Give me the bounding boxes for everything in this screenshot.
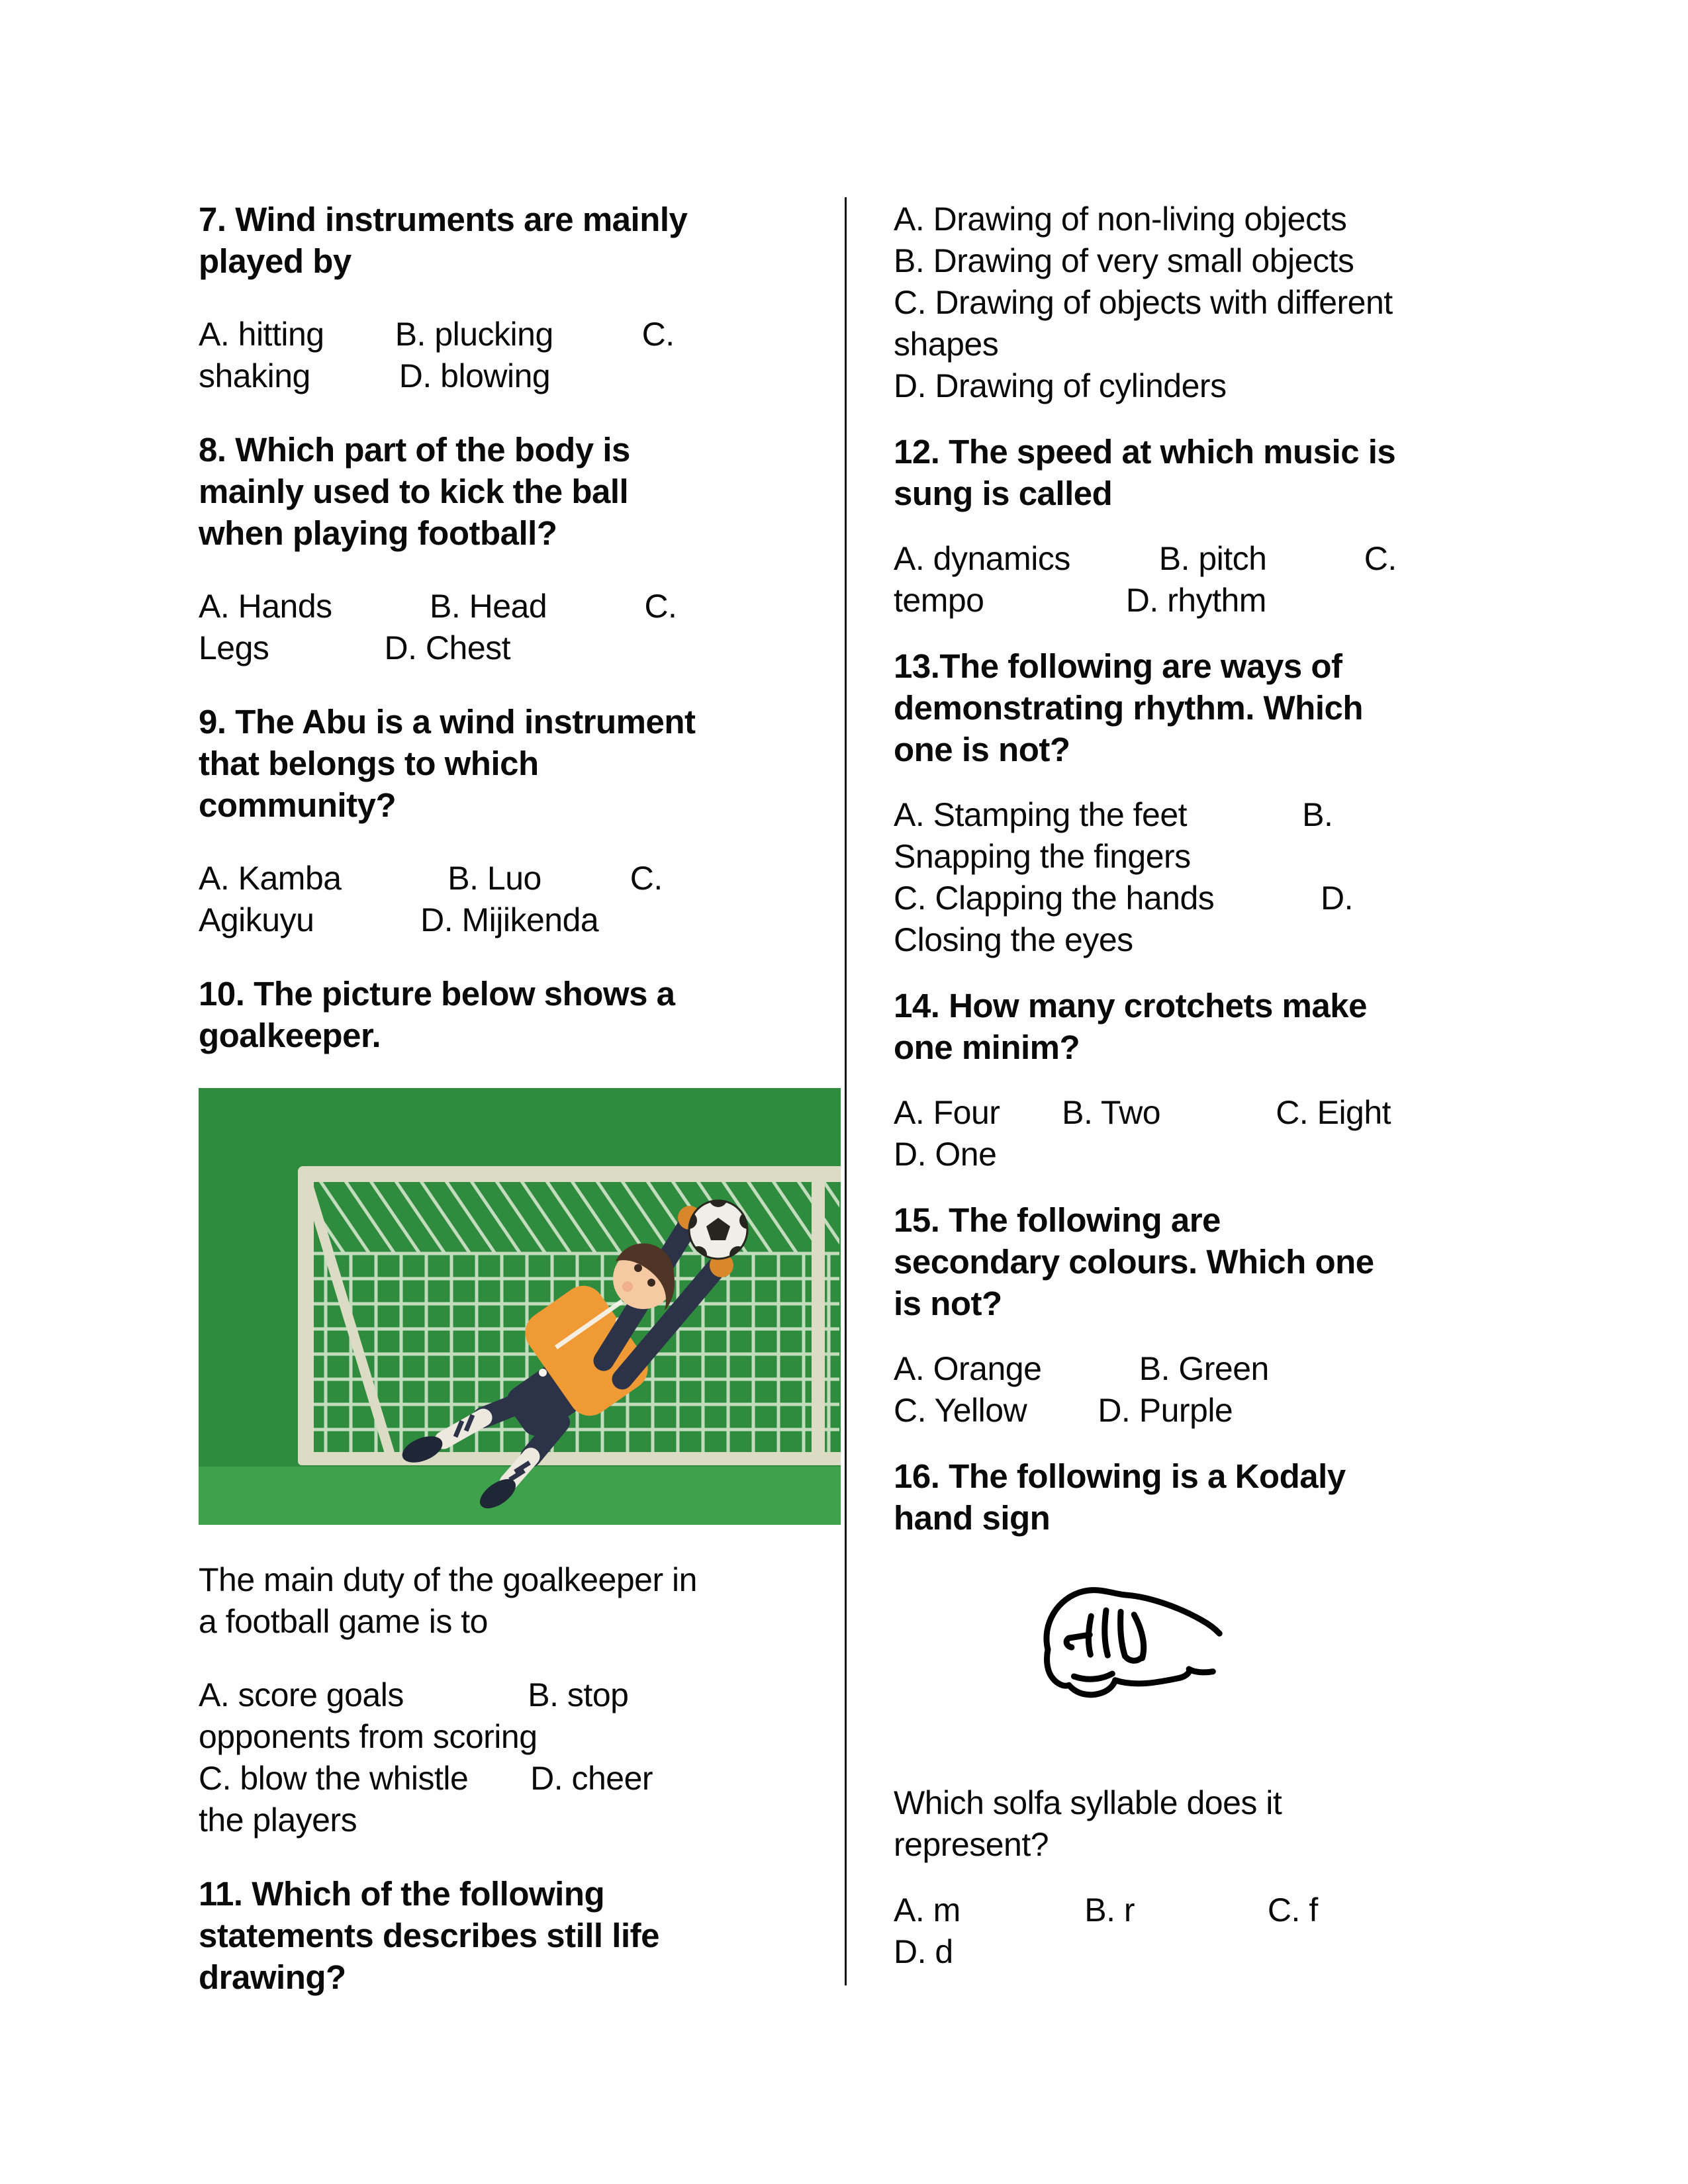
question-13-line: one is not? (894, 731, 1070, 768)
question-15-stem (894, 1199, 1493, 1324)
question-16-line: hand sign (894, 1499, 1051, 1537)
answer-line: D. d (894, 1933, 953, 1970)
question-11-line: 11. Which of the following (199, 1875, 605, 1913)
question-7-options (199, 314, 847, 397)
answer-line: D. One (894, 1136, 997, 1173)
question-8-line: 8. Which part of the body is (199, 431, 630, 469)
question-11-stem (199, 1873, 847, 1998)
answer-line: Closing the eyes (894, 921, 1133, 958)
text-line: Which solfa syllable does it (894, 1784, 1282, 1821)
question-11-line: statements describes still life (199, 1917, 659, 1954)
answer-line: tempo D. rhythm (894, 582, 1266, 619)
question-7-stem (199, 199, 847, 282)
answer-line: C. Yellow D. Purple (894, 1392, 1233, 1429)
answer-line: A. Orange B. Green (894, 1350, 1269, 1387)
answer-line: A. m B. r C. f (894, 1891, 1318, 1929)
question-16-line: 16. The following is a Kodaly (894, 1457, 1346, 1495)
question-9-stem (199, 701, 847, 826)
right-column (894, 199, 1493, 1997)
question-12-stem (894, 431, 1493, 514)
answer-line: Legs D. Chest (199, 629, 511, 666)
answer-line: Agikuyu D. Mijikenda (199, 901, 599, 938)
question-10-line: 10. The picture below shows a (199, 975, 675, 1013)
question-12-line: sung is called (894, 475, 1113, 512)
answer-line: C. blow the whistle D. cheer (199, 1760, 653, 1797)
question-14-stem (894, 985, 1493, 1068)
answer-line: A. score goals B. stop (199, 1676, 629, 1713)
question-8-stem (199, 429, 847, 554)
text-line: represent? (894, 1826, 1049, 1863)
answer-line: A. hitting B. plucking C. (199, 316, 675, 353)
question-13-options (894, 794, 1493, 961)
answer-line: shaking D. blowing (199, 357, 551, 394)
answer-line: Snapping the fingers (894, 838, 1191, 875)
question-16-stem (894, 1455, 1493, 1539)
question-8-options (199, 586, 847, 669)
answer-line: A. dynamics B. pitch C. (894, 540, 1397, 577)
question-8-line: mainly used to kick the ball (199, 473, 629, 510)
answer-line: D. Drawing of cylinders (894, 367, 1227, 404)
question-8-line: when playing football? (199, 514, 557, 552)
answer-line: A. Four B. Two C. Eight (894, 1094, 1391, 1131)
answer-line: A. Stamping the feet B. (894, 796, 1333, 833)
question-10-stem (199, 973, 847, 1056)
question-7-line: 7. Wind instruments are mainly (199, 201, 688, 238)
answer-line: A. Hands B. Head C. (199, 588, 677, 625)
question-15-line: 15. The following are (894, 1201, 1221, 1239)
answer-line: B. Drawing of very small objects (894, 242, 1354, 279)
question-11-line: drawing? (199, 1958, 346, 1996)
question-10-options (199, 1674, 847, 1841)
question-16-continuation (894, 1782, 1493, 1866)
question-13-stem (894, 645, 1493, 770)
question-15-line: secondary colours. Which one (894, 1243, 1374, 1281)
answer-line: A. Kamba B. Luo C. (199, 860, 663, 897)
question-13-line: demonstrating rhythm. Which (894, 689, 1364, 727)
question-14-line: one minim? (894, 1028, 1080, 1066)
text-line: The main duty of the goalkeeper in (199, 1561, 697, 1598)
answer-line: shapes (894, 326, 999, 363)
question-9-options (199, 858, 847, 941)
question-10-line: goalkeeper. (199, 1017, 381, 1054)
answer-line: the players (199, 1801, 357, 1839)
answer-line: opponents from scoring (199, 1718, 538, 1755)
goalkeeper-illustration (199, 1088, 841, 1525)
question-9-line: community? (199, 786, 397, 824)
answer-line: C. Clapping the hands D. (894, 880, 1353, 917)
question-13-line: 13.The following are ways of (894, 647, 1342, 685)
question-14-options (894, 1092, 1493, 1175)
kodaly-hand-sign-illustration (890, 1533, 1294, 1766)
question-12-line: 12. The speed at which music is (894, 433, 1396, 471)
question-11-options (894, 199, 1493, 407)
left-column (199, 199, 847, 2030)
text-line: a football game is to (199, 1603, 488, 1640)
goalkeeper-scene-icon (199, 1088, 841, 1525)
question-9-line: that belongs to which (199, 745, 539, 782)
kodaly-hand-sign-icon (1027, 1572, 1229, 1704)
question-12-options (894, 538, 1493, 621)
question-10-continuation (199, 1559, 847, 1643)
answer-line: A. Drawing of non-living objects (894, 201, 1347, 238)
question-16-options (894, 1889, 1493, 1973)
answer-line: C. Drawing of objects with different (894, 284, 1393, 321)
question-7-line: played by (199, 242, 352, 280)
question-9-line: 9. The Abu is a wind instrument (199, 703, 696, 741)
question-15-options (894, 1348, 1493, 1432)
question-14-line: 14. How many crotchets make (894, 987, 1367, 1024)
question-15-line: is not? (894, 1285, 1002, 1322)
